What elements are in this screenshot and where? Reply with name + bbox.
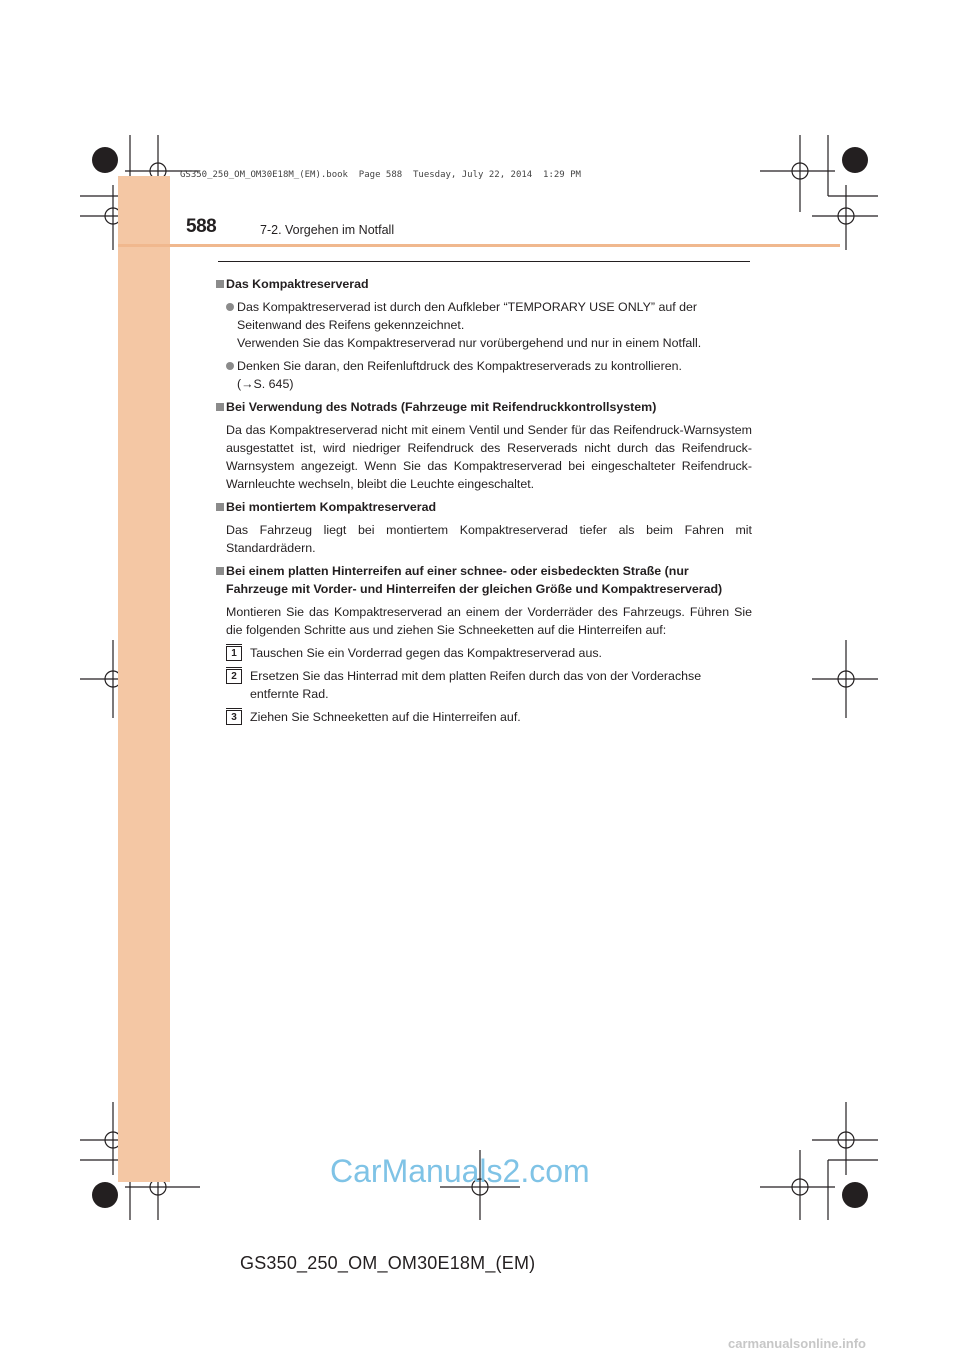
round-bullet-icon [226, 303, 234, 311]
bullet-text: Verwenden Sie das Kompaktreserverad nur vorübergehend und nur in einem Notfall. [237, 336, 702, 350]
square-bullet-icon [216, 567, 224, 575]
section-title: 7-2. Vorgehen im Notfall [260, 223, 395, 237]
bullet-item [216, 357, 752, 393]
header-rule [118, 244, 840, 247]
heading-notrad-tpms [216, 398, 752, 416]
chapter-sidebar [118, 176, 170, 1182]
page-reference-link[interactable]: (→S. 645) [237, 377, 294, 391]
heading-platter-hinterreifen [216, 562, 752, 598]
page-number: 588 [186, 216, 217, 237]
book-info: GS350_250_OM_OM30E18M_(EM).book Page 588 Tuesday, July 22, 2014 1:29 PM [180, 170, 581, 180]
heading-montiertes-reserverad [216, 498, 752, 516]
step-number: 3 [226, 710, 242, 725]
step-item [226, 644, 752, 662]
step-number: 2 [226, 669, 242, 684]
step-text: Ziehen Sie Schneeketten auf die Hinterreifen auf. [250, 710, 521, 724]
watermark-text: carmanualsonline.info [728, 1336, 866, 1351]
step-item [226, 708, 752, 726]
paragraph: Da das Kompaktreserverad nicht mit einem Ventil und Sender für das Reifendruck-Warnsystem ausgestattet ist, wird niedriger Reifendruck des Reserverads nicht durch das Reifendruck-Warnsystem angezeigt. Wenn Sie das Kompaktreserverad bei eingeschalteter Reifendruck-Warnleuchte wechseln, bleibt die Leuchte eingeschaltet. [226, 423, 752, 491]
square-bullet-icon [216, 503, 224, 511]
square-bullet-icon [216, 403, 224, 411]
step-item [226, 667, 752, 703]
bullet-text: Denken Sie daran, den Reifenluftdruck des Kompaktreserverads zu kontrollieren. [237, 359, 682, 373]
bullet-text: Das Kompaktreserverad ist durch den Aufkleber “TEMPORARY USE ONLY” auf der Seitenwand des Reifens gekennzeichnet. [237, 300, 698, 332]
step-list [216, 644, 752, 726]
step-text: Tauschen Sie ein Vorderrad gegen das Kompaktreserverad aus. [250, 646, 602, 660]
step-number: 1 [226, 646, 242, 661]
bullet-item [216, 298, 752, 352]
heading-text: Bei montiertem Kompaktreserverad [226, 500, 437, 514]
heading-text: Bei Verwendung des Notrads (Fahrzeuge mit Reifendruckkontrollsystem) [226, 400, 657, 414]
heading-text: Bei einem platten Hinterreifen auf einer schnee- oder eisbedeckten Straße (nur Fahrzeuge mit Vorder- und Hinterreifen der gleichen Größe und Kompaktreserverad) [226, 564, 723, 596]
paragraph: Das Fahrzeug liegt bei montiertem Kompaktreserverad tiefer als beim Fahren mit Standardrädern. [226, 523, 752, 555]
content-rule [218, 261, 750, 262]
heading-text: Das Kompaktreserverad [226, 277, 369, 291]
round-bullet-icon [226, 362, 234, 370]
square-bullet-icon [216, 280, 224, 288]
watermark-logo: CarManuals2.com [330, 1153, 590, 1189]
paragraph: Montieren Sie das Kompaktreserverad an einem der Vorderräder des Fahrzeugs. Führen Sie die folgenden Schritte aus und ziehen Sie Schneeketten auf die Hinterreifen auf: [226, 605, 752, 637]
step-text: Ersetzen Sie das Hinterrad mit dem platten Reifen durch das von der Vorderachse entfernte Rad. [250, 669, 702, 701]
heading-kompaktreserverad [216, 275, 752, 293]
page-content [216, 270, 752, 726]
footer-document-code: GS350_250_OM_OM30E18M_(EM) [240, 1253, 536, 1273]
